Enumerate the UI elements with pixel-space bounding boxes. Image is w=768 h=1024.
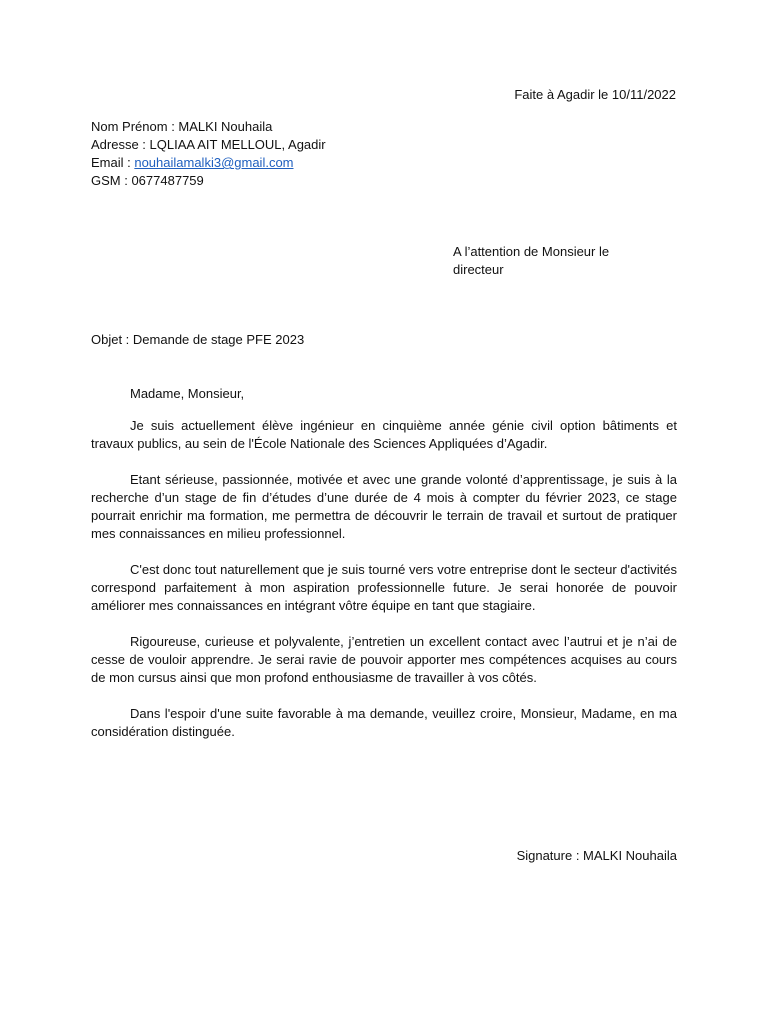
sender-name-label: Nom Prénom :	[91, 119, 179, 134]
sender-name-line	[91, 118, 511, 136]
sender-address: LQLIAA AIT MELLOUL, Agadir	[149, 137, 326, 152]
paragraph-closing: Dans l'espoir d'une suite favorable à ma demande, veuillez croire, Monsieur, Madame, en ma considération distinguée.	[91, 706, 677, 739]
sender-address-label: Adresse :	[91, 137, 150, 152]
paragraph-motivation: Etant sérieuse, passionnée, motivée et avec une grande volonté d’apprentissage, je suis à la recherche d’un stage de fin d’études d’une durée de 4 mois à compter du février 2023, ce stage pourrait enrichir ma formation, me permettra de découvrir le terrain de travail et surtout de pratiquer mes connaissances en milieu professionnel.	[91, 472, 677, 541]
recipient-line-2: directeur	[453, 262, 504, 277]
sender-gsm-label: GSM :	[91, 173, 132, 188]
place-date: Faite à Agadir le 10/11/2022	[514, 87, 676, 102]
paragraph-introduction: Je suis actuellement élève ingénieur en cinquième année génie civil option bâtiments et travaux publics, au sein de l'École Nationale des Sciences Appliquées d’Agadir.	[91, 418, 677, 451]
recipient-line-1: A l’attention de Monsieur le	[453, 244, 610, 259]
sender-name: MALKI Nouhaila	[178, 119, 273, 134]
sender-gsm-line	[91, 172, 511, 190]
letter-body	[91, 385, 677, 759]
sender-gsm: 0677487759	[131, 173, 204, 188]
salutation: Madame, Monsieur,	[130, 386, 245, 401]
signature: Signature : MALKI Nouhaila	[516, 848, 677, 863]
paragraph-qualities: Rigoureuse, curieuse et polyvalente, j’entretien un excellent contact avec l’autrui et je n’ai de cesse de vouloir apprendre. Je serai ravie de pouvoir apporter mes compétences acquises au cours de mon cursus ainsi que mon profond enthousiasme de travailler à vos côtés.	[91, 634, 677, 685]
subject-line: Objet : Demande de stage PFE 2023	[91, 332, 305, 347]
sender-email-line	[91, 154, 511, 172]
recipient-block	[453, 243, 683, 279]
paragraph-company: C'est donc tout naturellement que je suis tourné vers votre entreprise dont le secteur d'activités correspond parfaitement à mon aspiration professionnelle future. Je serai honorée de pouvoir améliorer mes connaissances en intégrant vôtre équipe en tant que stagiaire.	[91, 562, 677, 613]
sender-block	[91, 118, 511, 190]
sender-email-link[interactable]: nouhailamalki3@gmail.com	[134, 155, 294, 170]
sender-email-label: Email :	[91, 155, 135, 170]
sender-address-line	[91, 136, 511, 154]
